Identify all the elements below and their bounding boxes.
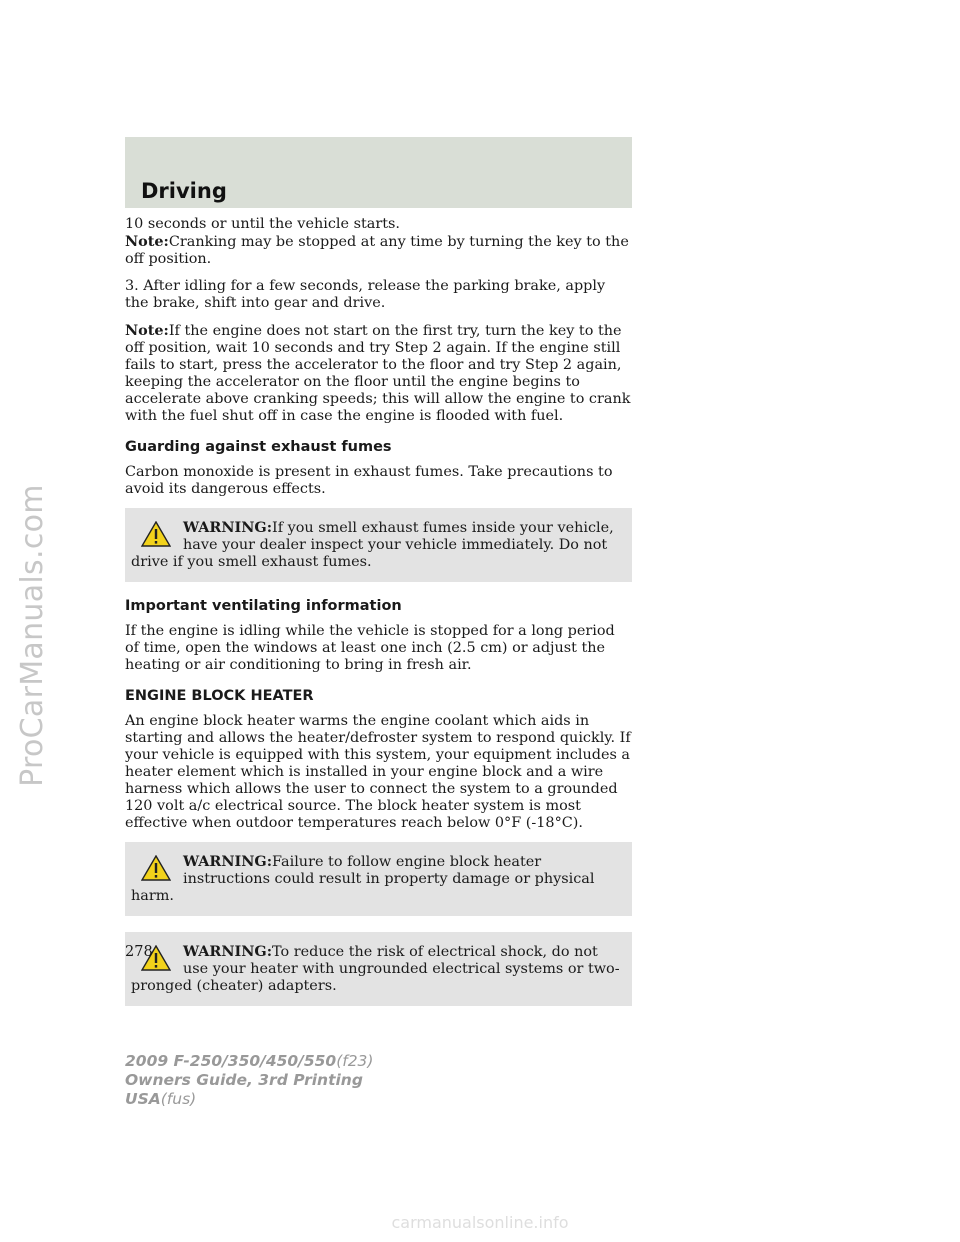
warning-box-electrical-shock [125, 932, 632, 1006]
side-watermark-text: ProCarManuals.com [14, 483, 50, 787]
note-text: If the engine does not start on the first try, turn the key to the off position, wait 10 seconds and try Step 2 again. If the engine still fails to start, press the accelerator to the floor and try Step 2 again, keeping the accelerator on the floor until the engine begins to accelerate above cranking speeds; this will allow the engine to crank with the fuel shut off in case the engine is flooded with fuel. [125, 323, 631, 424]
footer-model-code: (f23) [336, 1052, 374, 1070]
heading-exhaust-fumes: Guarding against exhaust fumes [125, 439, 392, 455]
paragraph-block-heater: An engine block heater warms the engine coolant which aids in starting and allows the heater/defroster system to respond quickly. If your vehicle is equipped with this system, your equipment includes a heater element which is installed in your engine block and a wire harness which allows the user to connect the system to a grounded 120 volt a/c electrical source. The block heater system is most effective when outdoor temperatures reach below 0°F (-18°C). [125, 713, 631, 831]
note-text: Cranking may be stopped at any time by turning the key to the off position. [125, 234, 629, 267]
paragraph-fumes: Carbon monoxide is present in exhaust fumes. Take precautions to avoid its dangerous effects. [125, 464, 613, 497]
warning-text: If you smell exhaust fumes inside your vehicle, have your dealer inspect your vehicle immediately. Do not drive if you smell exhaust fumes. [131, 520, 614, 570]
paragraph-ventilating: If the engine is idling while the vehicle is stopped for a long period of time, open the windows at least one inch (2.5 cm) or adjust the heating or air conditioning to bring in fresh air. [125, 623, 615, 673]
heading-block-heater: ENGINE BLOCK HEATER [125, 688, 314, 704]
footer-line-printing: Owners Guide, 3rd Printing [125, 1071, 363, 1089]
warning-text: To reduce the risk of electrical shock, do not use your heater with ungrounded electrical systems or two-pronged (cheater) adapters. [131, 944, 620, 994]
warning-triangle-icon [141, 521, 171, 547]
note-label: Note: [125, 233, 169, 250]
warning-box-heater-instructions [125, 842, 632, 916]
bottom-watermark: carmanualsonline.info [391, 1213, 569, 1232]
side-watermark [4, 355, 60, 915]
page-content [125, 216, 632, 1022]
footer-line-region [125, 1090, 373, 1109]
section-title: Driving [141, 179, 227, 203]
footer-line-model [125, 1052, 373, 1071]
footer-model: 2009 F-250/350/450/550 [125, 1052, 337, 1070]
warning-box-fumes [125, 508, 632, 582]
paragraph-continuation: 10 seconds or until the vehicle starts. [125, 216, 400, 232]
section-header [125, 137, 632, 208]
footer-region: USA [125, 1090, 161, 1108]
warning-label: WARNING: [183, 519, 273, 536]
warning-triangle-icon [141, 855, 171, 881]
note-label: Note: [125, 322, 169, 339]
step-3: 3. After idling for a few seconds, release the parking brake, apply the brake, shift into gear and drive. [125, 278, 606, 311]
warning-label: WARNING: [183, 853, 273, 870]
document-footer [125, 1052, 373, 1109]
footer-region-code: (fus) [160, 1090, 197, 1108]
note-cranking [125, 233, 632, 268]
warning-label: WARNING: [183, 943, 273, 960]
note-restart [125, 322, 632, 425]
page-number: 278 [125, 944, 153, 960]
warning-text: Failure to follow engine block heater instructions could result in property damage or physical harm. [131, 854, 595, 904]
heading-ventilating: Important ventilating information [125, 598, 402, 614]
